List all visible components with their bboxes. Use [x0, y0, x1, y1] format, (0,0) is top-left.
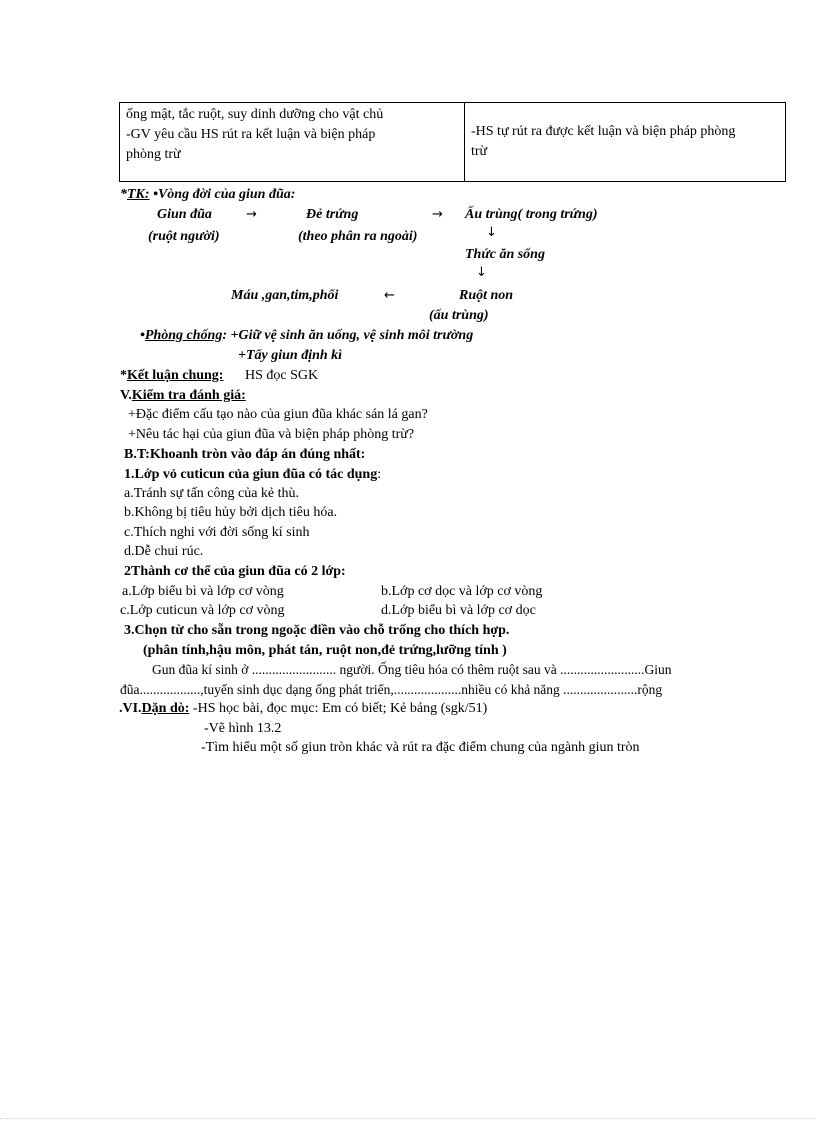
arrow-down-2: ↓ [476, 265, 487, 280]
kiem-tra-question-2: +Nêu tác hại của giun đũa và biện pháp phòng trừ? [128, 427, 415, 442]
page-bottom-divider [0, 1117, 816, 1119]
q1-option-d: d.Dễ chui rúc. [124, 544, 204, 559]
arrow-right-2: → [432, 207, 443, 222]
student-cell [465, 103, 786, 182]
q1-title: 1.Lớp vỏ cuticun của giun đũa có tác dụng [124, 467, 378, 482]
q3-line-2: đũa..................,tuyến sinh dục dạng ống phát triển,....................nhiều có khả năng ......................rộng [120, 682, 663, 697]
cycle-ruot-non: Ruột non [459, 288, 514, 303]
cycle-de-trung: Đẻ trứng [306, 207, 359, 222]
lesson-table [119, 102, 786, 182]
tk-heading: *TK: •Vòng đời của giun đũa: [120, 187, 296, 202]
ket-luan-label: Kết luận chung: [127, 368, 224, 383]
teacher-line: -GV yêu cầu HS rút ra kết luận và biện pháp [126, 127, 376, 142]
kiem-tra-label: Kiểm tra đánh giá: [131, 388, 246, 403]
kiem-tra-question-1: +Đặc điểm cấu tạo nào của giun đũa khác sán lá gan? [128, 407, 428, 422]
phong-chong-line-1: •Phòng chống: +Giữ vệ sinh ăn uống, vệ sinh môi trường [140, 328, 474, 343]
q2-option-d: d.Lớp biểu bì và lớp cơ dọc [381, 603, 536, 618]
arrow-right-1: → [246, 207, 257, 222]
q1-option-b: b.Không bị tiêu hủy bởi dịch tiêu hóa. [124, 505, 338, 520]
q2-title: 2Thành cơ thể của giun đũa có 2 lớp: [124, 564, 346, 579]
dan-do-line-2: -Vẽ hình 13.2 [204, 721, 282, 736]
phong-chong-label: Phòng chống [144, 328, 223, 343]
cycle-au-trung: (ấu trùng) [429, 308, 489, 323]
cycle-ruot-nguoi: (ruột người) [148, 229, 220, 244]
student-line: -HS tự rút ra được kết luận và biện pháp phòng [471, 124, 736, 139]
bai-tap-heading: B.T:Khoanh tròn vào đáp án đúng nhất: [124, 447, 366, 462]
dan-do-label: Dặn dò: [141, 701, 190, 716]
q3-options: (phân tính,hậu môn, phát tán, ruột non,đẻ trứng,lưỡng tính ) [143, 643, 507, 658]
cycle-giun-dua: Giun đũa [157, 207, 212, 222]
teacher-line: phòng trừ [126, 147, 181, 162]
ket-luan-text: HS đọc SGK [244, 368, 319, 383]
q3-title: 3.Chọn từ cho sẵn trong ngoặc điền vào chỗ trống cho thích hợp. [124, 623, 510, 638]
q1-option-a: a.Tránh sự tấn công của kẻ thù. [124, 486, 300, 501]
teacher-line: ống mật, tắc ruột, suy dinh dưỡng cho vật chủ [126, 107, 384, 122]
arrow-down-1: ↓ [486, 225, 497, 240]
q2-option-b: b.Lớp cơ dọc và lớp cơ vòng [381, 584, 543, 599]
phong-chong-line-2: +Tẩy giun định kì [238, 348, 343, 363]
cycle-au-trung-trong-trung: Ấu trùng( trong trứng) [465, 207, 598, 222]
q1-option-c: c.Thích nghi với đời sống kí sinh [124, 525, 310, 540]
arrow-left: ← [384, 288, 395, 303]
tk-title: •Vòng đời của giun đũa: [153, 187, 296, 202]
q2-option-a: a.Lớp biểu bì và lớp cơ vòng [122, 584, 284, 599]
q2-option-c: c.Lớp cuticun và lớp cơ vòng [120, 603, 285, 618]
kiem-tra-heading: V.Kiểm tra đánh giá: [120, 388, 246, 403]
student-line: trừ [471, 144, 488, 159]
cycle-theo-phan: (theo phân ra ngoài) [298, 229, 418, 244]
tk-label: TK: [127, 187, 150, 202]
q3-line-1: Gun đũa kí sinh ở ......................... người. Ống tiêu hóa có thêm ruột sau và .........................Giun [152, 662, 672, 677]
q1-title-line: 1.Lớp vỏ cuticun của giun đũa có tác dụng: [124, 467, 382, 482]
dan-do-line-3: -Tìm hiểu một số giun tròn khác và rút ra đặc điểm chung của ngành giun tròn [201, 740, 640, 755]
cycle-mau-gan: Máu ,gan,tim,phổi [231, 288, 339, 303]
cycle-thuc-an-song: Thức ăn sống [465, 247, 545, 262]
dan-do-line-1: .VI.Dặn dò: -HS học bài, đọc mục: Em có biết; Kẻ bảng (sgk/51) [119, 701, 488, 716]
ket-luan-line: *Kết luận chung: HS đọc SGK [120, 368, 319, 383]
teacher-cell [120, 103, 465, 182]
